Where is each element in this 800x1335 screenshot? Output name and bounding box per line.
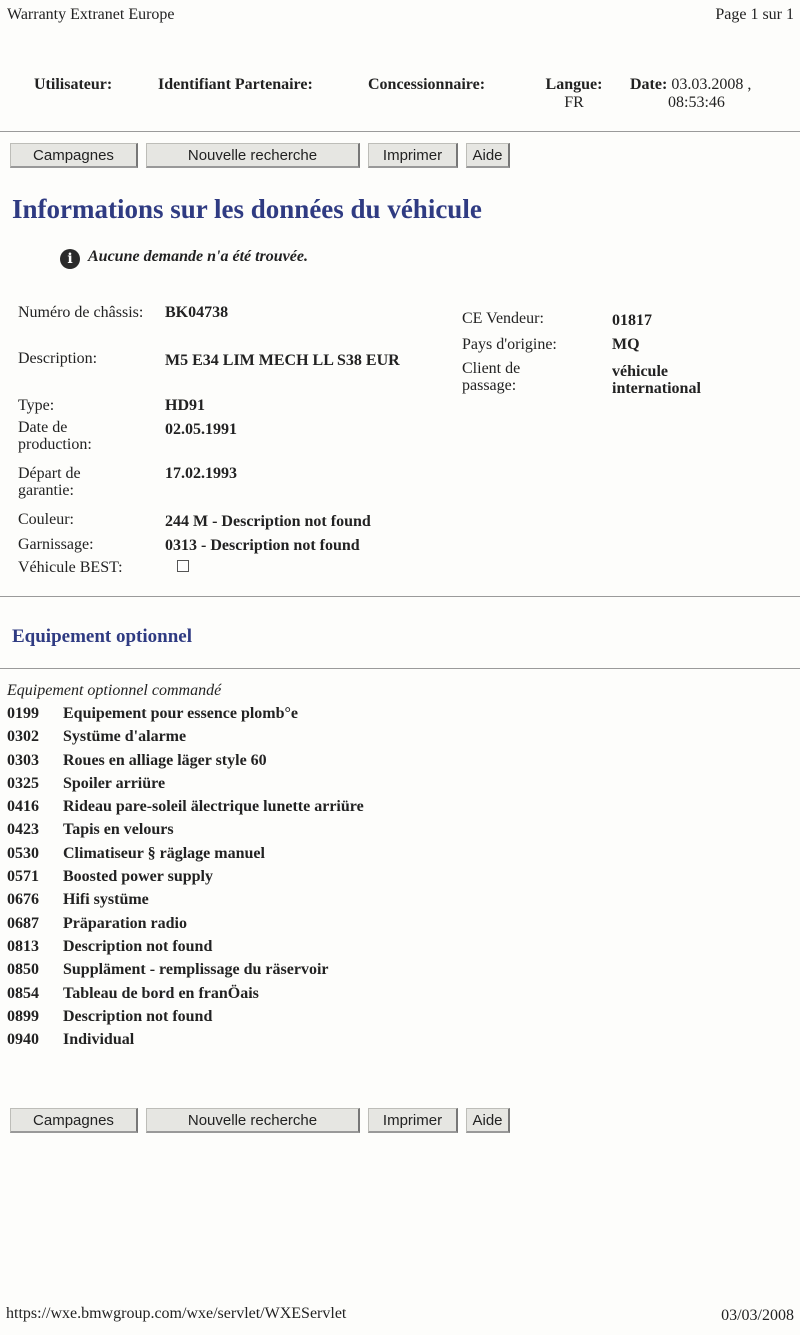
page-counter: Page 1 sur 1 bbox=[715, 6, 794, 23]
print-button[interactable]: Imprimer bbox=[368, 1108, 458, 1133]
info-icon: i bbox=[60, 249, 80, 269]
chassis-label: Numéro de châssis: bbox=[18, 304, 144, 321]
footer-url: https://wxe.bmwgroup.com/wxe/servlet/WXEServlet bbox=[6, 1305, 347, 1322]
help-button[interactable]: Aide bbox=[466, 1108, 510, 1133]
client-value: véhicule international bbox=[612, 363, 701, 397]
type-label: Type: bbox=[18, 397, 55, 414]
divider bbox=[0, 668, 800, 669]
client-label: Client de passage: bbox=[462, 360, 521, 394]
origin-value: MQ bbox=[612, 336, 640, 353]
description-label: Description: bbox=[18, 350, 98, 367]
origin-label: Pays d'origine: bbox=[462, 336, 557, 353]
trim-value: 0313 - Description not found bbox=[165, 537, 360, 554]
new-search-button[interactable]: Nouvelle recherche bbox=[146, 1108, 360, 1133]
footer-date: 03/03/2008 bbox=[721, 1307, 794, 1324]
description-value: M5 E34 LIM MECH LL S38 EUR bbox=[165, 352, 400, 369]
production-date-value: 02.05.1991 bbox=[165, 421, 237, 438]
list-item: 0571 Boosted power supply bbox=[7, 868, 213, 886]
color-value: 244 M - Description not found bbox=[165, 513, 371, 530]
list-item: 0416 Rideau pare-soleil älectrique lunette arriüre bbox=[7, 798, 364, 816]
list-item: 0530 Climatiseur § räglage manuel bbox=[7, 844, 265, 862]
seller-label: CE Vendeur: bbox=[462, 310, 544, 327]
seller-value: 01817 bbox=[612, 312, 652, 329]
list-item: 0850 Suppläment - remplissage du räservoir bbox=[7, 961, 329, 979]
time-value: 08:53:46 bbox=[668, 94, 725, 111]
notice-text: Aucune demande n'a été trouvée. bbox=[88, 248, 308, 265]
production-date-label: Date de production: bbox=[18, 419, 92, 453]
language-label: Langue: bbox=[545, 76, 603, 93]
best-vehicle-checkbox-wrap bbox=[177, 557, 197, 574]
partner-label: Identifiant Partenaire: bbox=[158, 76, 313, 93]
best-vehicle-checkbox[interactable] bbox=[177, 560, 189, 572]
equipment-section-title: Equipement optionnel bbox=[12, 626, 193, 647]
equipment-list bbox=[7, 680, 364, 1051]
campaigns-button[interactable]: Campagnes bbox=[10, 1108, 138, 1133]
bottom-button-bar bbox=[10, 1108, 510, 1133]
warranty-start-value: 17.02.1993 bbox=[165, 465, 237, 482]
chassis-value: BK04738 bbox=[165, 304, 229, 321]
type-value: HD91 bbox=[165, 397, 205, 414]
user-label: Utilisateur: bbox=[34, 76, 113, 93]
list-item: 0325 Spoiler arriüre bbox=[7, 774, 166, 792]
list-item: 0854 Tableau de bord en franÖais bbox=[7, 984, 259, 1002]
list-item: 0199 Equipement pour essence plomb°e bbox=[7, 705, 299, 722]
new-search-button[interactable]: Nouvelle recherche bbox=[146, 143, 360, 168]
list-item: 0940 Individual bbox=[7, 1031, 135, 1049]
help-button[interactable]: Aide bbox=[466, 143, 510, 168]
equipment-subheading: Equipement optionnel commandé bbox=[7, 682, 222, 699]
language-value: FR bbox=[564, 94, 584, 111]
list-item: 0303 Roues en alliage läger style 60 bbox=[7, 751, 267, 769]
page-title: Informations sur les données du véhicule bbox=[12, 194, 482, 224]
list-item: 0899 Description not found bbox=[7, 1007, 213, 1025]
divider bbox=[0, 596, 800, 597]
trim-label: Garnissage: bbox=[18, 536, 94, 553]
list-item: 0687 Präparation radio bbox=[7, 914, 187, 932]
best-vehicle-label: Véhicule BEST: bbox=[18, 559, 123, 576]
warranty-start-label: Départ de garantie: bbox=[18, 465, 81, 499]
date-value: 03.03.2008 , bbox=[671, 76, 752, 93]
vehicle-details bbox=[0, 0, 800, 600]
print-button[interactable]: Imprimer bbox=[368, 143, 458, 168]
dealer-label: Concessionnaire: bbox=[368, 76, 486, 93]
date-label: Date: bbox=[630, 76, 668, 93]
list-item: 0676 Hifi systüme bbox=[7, 891, 149, 909]
list-item: 0423 Tapis en velours bbox=[7, 821, 174, 839]
color-label: Couleur: bbox=[18, 511, 74, 528]
list-item: 0302 Systüme d'alarme bbox=[7, 728, 187, 746]
campaigns-button[interactable]: Campagnes bbox=[10, 143, 138, 168]
list-item: 0813 Description not found bbox=[7, 937, 213, 955]
app-title: Warranty Extranet Europe bbox=[7, 6, 175, 23]
